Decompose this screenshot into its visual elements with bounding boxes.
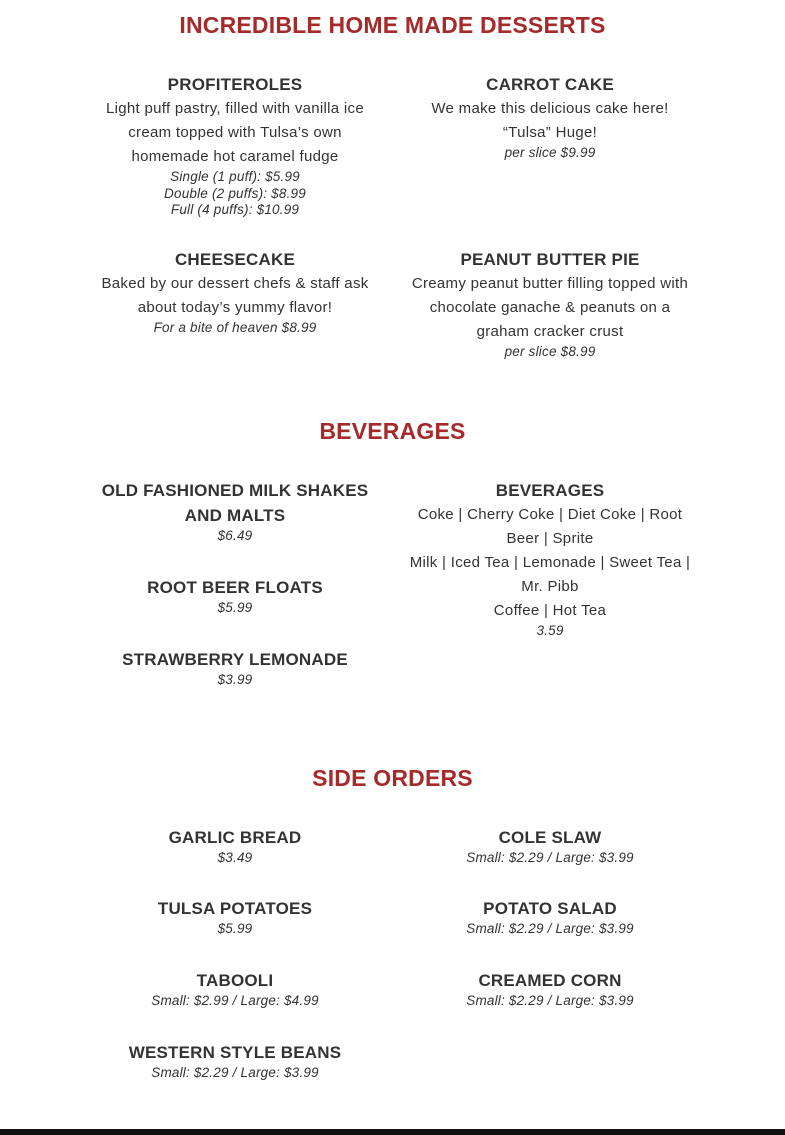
- menu-item-tabooli: [90, 968, 380, 1010]
- item-name: STRAWBERRY LEMONADE: [122, 650, 348, 669]
- menu-item-garlic-bread: [90, 825, 380, 867]
- menu-item-creamed-corn: [405, 968, 695, 1010]
- item-price: $3.49: [217, 850, 253, 865]
- item-price: $5.99: [217, 921, 253, 936]
- item-name: WESTERN STYLE BEANS: [128, 1043, 342, 1062]
- side-orders-heading: SIDE ORDERS: [312, 765, 473, 791]
- item-name: COLE SLAW: [498, 828, 602, 847]
- item-price: Small: $2.29 / Large: $3.99: [466, 993, 634, 1008]
- item-description: Creamy peanut butter filling topped with chocolate ganache & peanuts on a graham cracker crust: [411, 275, 689, 340]
- menu-item-potato-salad: [405, 896, 695, 938]
- item-description: Baked by our dessert chefs & staff ask about today’s yummy flavor!: [101, 275, 369, 316]
- item-name: CARROT CAKE: [486, 75, 614, 94]
- item-price: Small: $2.29 / Large: $3.99: [151, 1065, 319, 1080]
- item-name: TULSA POTATOES: [157, 899, 313, 918]
- menu-item-root-beer-floats: [90, 575, 380, 617]
- item-description: We make this delicious cake here! “Tulsa” Huge!: [431, 100, 669, 141]
- item-name: PEANUT BUTTER PIE: [460, 250, 640, 269]
- item-price-full: Full (4 puffs): $10.99: [170, 202, 300, 217]
- item-name: BEVERAGES: [495, 481, 605, 500]
- item-price: For a bite of heaven $8.99: [153, 320, 317, 335]
- beverage-list-teas: Milk | Iced Tea | Lemonade | Sweet Tea | Mr. Pibb: [409, 554, 691, 595]
- item-name: ROOT BEER FLOATS: [147, 578, 323, 597]
- menu-item-milk-shakes: [90, 478, 380, 545]
- item-price: per slice $9.99: [504, 145, 596, 160]
- menu-item-cole-slaw: [405, 825, 695, 867]
- desserts-heading: INCREDIBLE HOME MADE DESSERTS: [179, 12, 606, 38]
- item-name: CREAMED CORN: [478, 971, 622, 990]
- menu-item-peanut-butter-pie: [405, 247, 695, 361]
- item-description: Light puff pastry, filled with vanilla ice cream topped with Tulsa’s own homemade hot caramel fudge: [105, 100, 364, 165]
- item-price: $6.49: [217, 528, 253, 543]
- item-price: per slice $8.99: [504, 344, 596, 359]
- item-price: $5.99: [217, 600, 253, 615]
- item-name: CHEESECAKE: [174, 250, 296, 269]
- menu-item-strawberry-lemonade: [90, 647, 380, 689]
- menu-item-tulsa-potatoes: [90, 896, 380, 938]
- item-price-double: Double (2 puffs): $8.99: [164, 185, 306, 201]
- item-name: OLD FASHIONED MILK SHAKES AND MALTS: [101, 481, 369, 525]
- item-name: GARLIC BREAD: [168, 828, 302, 847]
- menu-item-carrot-cake: [405, 72, 695, 162]
- item-price: 3.59: [536, 623, 564, 638]
- menu-item-beverages: [405, 478, 695, 640]
- menu-item-western-style-beans: [90, 1040, 380, 1082]
- item-price: Small: $2.99 / Large: $4.99: [151, 993, 319, 1008]
- item-price: Small: $2.29 / Large: $3.99: [466, 850, 634, 865]
- item-name: PROFITEROLES: [167, 75, 303, 94]
- item-price: Small: $2.29 / Large: $3.99: [466, 921, 634, 936]
- footer-bar: [0, 1129, 785, 1135]
- beverage-list-sodas: Coke | Cherry Coke | Diet Coke | Root Beer | Sprite: [417, 506, 683, 547]
- item-name: TABOOLI: [196, 971, 274, 990]
- item-price: $3.99: [217, 672, 253, 687]
- menu-item-cheesecake: [90, 247, 380, 337]
- item-name: POTATO SALAD: [483, 899, 617, 918]
- menu-item-profiteroles: [90, 72, 380, 219]
- beverage-list-hot: Coffee | Hot Tea: [493, 602, 607, 619]
- beverages-heading: BEVERAGES: [319, 418, 466, 444]
- item-price-single: Single (1 puff): $5.99: [170, 169, 300, 184]
